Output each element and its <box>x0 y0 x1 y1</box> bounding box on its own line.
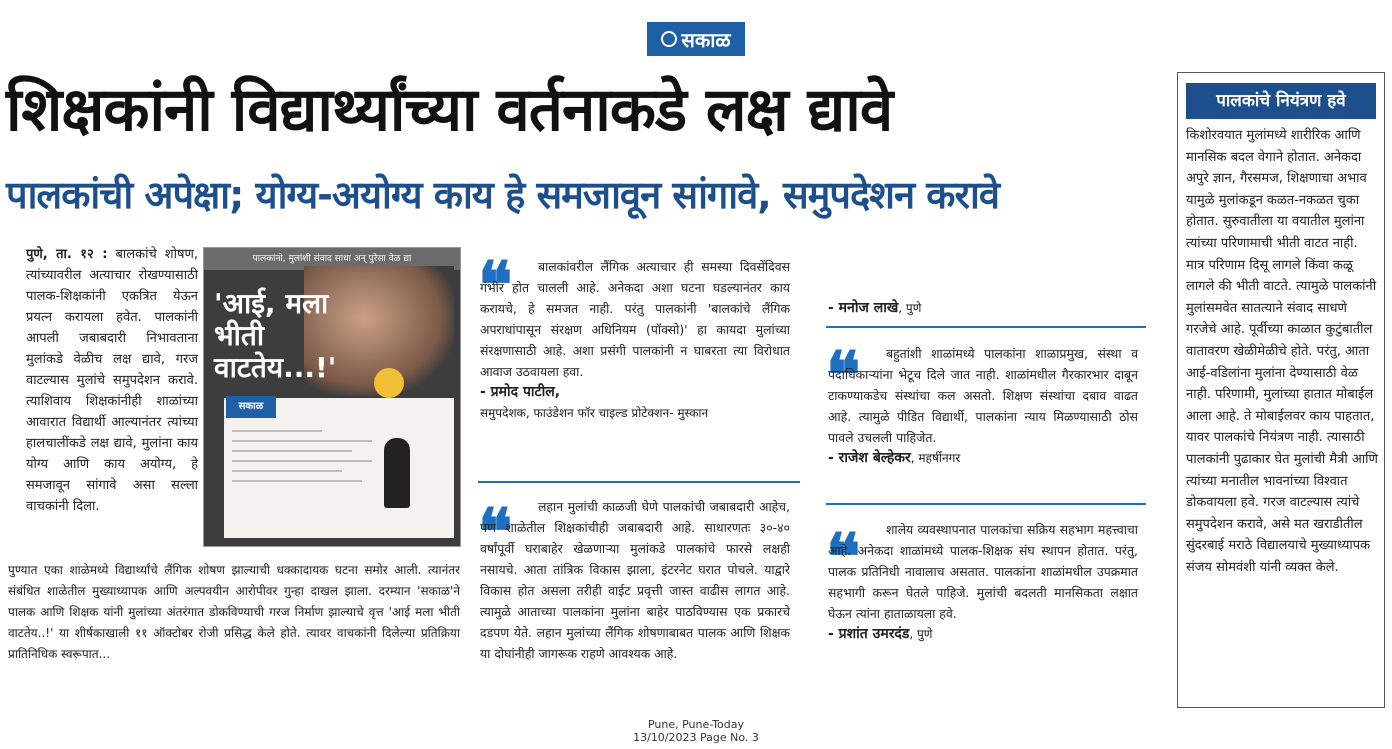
quote-2-text: लहान मुलांची काळजी घेणे पालकांची जबाबदारी आहेच, पण शाळेतील शिक्षकांचीही जबाबदारी आहे. साधारणतः ३०-४० वर्षांपूर्वी घराबाहेर खेळणाऱ्या मुलांकडे पालकांचे फारसे लक्षही नसायचे. आता तांत्रिक विकास झाला, इंटरनेट घरात पोचले. याद्वारे विकास होत असला तरीही वाईट प्रवृत्ती जास्त वाढीस लागत आहे. त्यामुळे आताच्या पालकांना मुलांना बाहेर पाठविण्यास एक प्रकारचे दडपण येते. लहान मुलांच्या लैंगिक शोषणाबाबत पालक आणि शिक्षक या दोघांनीही जागरूक राहणे आवश्यक आहे. <box>480 499 790 661</box>
quote-icon: ❝ <box>478 495 513 570</box>
poster-image <box>204 248 460 546</box>
quote-3-text: बहुतांशी शाळांमध्ये पालकांना शाळाप्रमुख, संस्था व पदाधिकाऱ्यांना भेटूच दिले जात नाही. शाळांमधील गैरकारभार दाबून टाकण्याकडेच संस्थांचा कल असतो. शिक्षण संस्थांचा दबाव वाढत आहे. त्यामुळे पीडित विद्यार्थी, पालकांना न्याय मिळण्यासाठी ठोस पावले उचलली पाहिजेत. <box>828 346 1138 445</box>
footer-edition: Pune, Pune-Today <box>647 718 745 731</box>
quote-3 <box>826 338 1138 469</box>
quote-2-continued <box>828 256 1138 319</box>
quote-1-role: समुपदेशक, फाउंडेशन फॉर चाइल्ड प्रोटेक्शन- मुस्कान <box>480 406 709 420</box>
quote-4-author <box>828 624 1138 645</box>
quote-3-author <box>828 448 1138 469</box>
divider <box>826 503 1146 505</box>
sidebar-box <box>1177 72 1385 708</box>
poster-paper-brand: सकाळ <box>226 396 276 418</box>
poster-line <box>232 440 372 442</box>
quote-2 <box>480 496 790 686</box>
quote-4 <box>828 519 1138 645</box>
quote-icon: ❝ <box>826 520 861 595</box>
poster-paper <box>224 398 454 538</box>
lead-continuation <box>8 560 460 665</box>
poster-line <box>232 470 342 472</box>
divider <box>478 481 800 483</box>
author-name: - प्रशांत उमरदंड <box>828 626 910 642</box>
poster-line <box>232 450 352 452</box>
author-place: , पुणे <box>898 301 922 315</box>
divider <box>826 326 1146 328</box>
poster-title: 'आई, मला भीती वाटतेय...!' <box>214 287 337 384</box>
author-place: , पुणे <box>909 627 933 641</box>
poster-line <box>232 460 372 462</box>
headline: शिक्षकांनी विद्यार्थ्यांच्या वर्तनाकडे लक्ष द्यावे <box>6 75 893 145</box>
poster-band: पालकांनो, मुलांशी संवाद साधा अन् पुरेसा वेळ द्या <box>204 248 460 270</box>
sakal-logo <box>647 22 745 56</box>
poster-badge <box>374 368 404 398</box>
sidebar-title: पालकांचे नियंत्रण हवे <box>1186 83 1376 119</box>
quote-icon: ❝ <box>478 248 513 323</box>
author-name: - राजेश बेल्हेकर <box>828 450 911 466</box>
poster-line <box>232 430 322 432</box>
quote-icon: ❝ <box>826 338 861 413</box>
quote-2-author <box>828 298 1138 319</box>
author-name: - मनोज लाखे <box>828 300 899 316</box>
quote-1-author: - प्रमोद पाटील, <box>480 384 561 400</box>
child-silhouette <box>384 438 410 508</box>
logo-emblem-icon <box>661 31 677 47</box>
subheadline: पालकांची अपेक्षा; योग्य-अयोग्य काय हे समजावून सांगावे, समुपदेशन करावे <box>6 173 999 217</box>
poster-line <box>232 480 362 482</box>
quote-1 <box>478 248 790 424</box>
author-place: , महर्षीनगर <box>910 451 961 465</box>
quote-1-text: बालकांवरील लैंगिक अत्याचार ही समस्या दिवसेंदिवस गंभीर होत चालली आहे. अनेकदा अशा घटना घडल्यानंतर काय करायचे, हे समजत नाही. परंतु पालकांनी 'बालकांचे लैंगिक अपराधांपासून संरक्षण अधिनियम (पॉक्सो)' हा कायदा मुलांच्या संरक्षणासाठी आहे. अशा प्रसंगी पालकांनी न घाबरता त्या विरोधात आवाज उठवायला हवा. <box>480 259 790 379</box>
lead-article <box>26 244 198 517</box>
page-footer <box>600 718 792 744</box>
footer-date-page: 13/10/2023 Page No. 3 <box>633 731 759 744</box>
quote-4-text: शालेय व्यवस्थापनात पालकांचा सक्रिय सहभाग महत्त्वाचा आहे. अनेकदा शाळांमध्ये पालक-शिक्षक संघ स्थापन होतात. परंतु, पालक प्रतिनिधी नावालाच असतात. पालकांना शाळांमधील उपक्रमात सहभागी करून घेतले पाहिजे. मुलांची बदलती मानसिकता लक्षात घेऊन त्यांना हाताळायला हवे. <box>828 522 1138 621</box>
logo-text: सकाळ <box>681 27 731 52</box>
lead-paragraph-2: पुण्यात एका शाळेमध्ये विद्यार्थ्यांचे लैंगिक शोषण झाल्याची धक्कादायक घटना समोर आली. त्यानंतर संबंधित शाळेतील मुख्याध्यापक आणि अल्पवयीन आरोपीवर गुन्हा दाखल झाला. दरम्यान 'सकाळ'ने पालक आणि शिक्षक यांनी मुलांच्या अंतरंगात डोकविण्याची गरज निर्माण झाल्याचे वृत्त 'आई मला भीती वाटतेय..!' या शीर्षकाखाली ११ ऑक्टोबर रोजी प्रसिद्ध केले होते. त्यावर वाचकांनी दिलेल्या प्रतिक्रिया प्रातिनिधिक स्वरूपात... <box>8 563 460 661</box>
sidebar-text: किशोरवयात मुलांमध्ये शारीरिक आणि मानसिक बदल वेगाने होतात. अनेकदा अपुरे ज्ञान, गैरसमज, शिक्षणाचा अभाव यामुळे मुलांकडून कळत-नकळत चुका होतात. सुरुवातीला या वयातील मुलांना त्यांच्या परिणामाची भीती वाटत नाही. मात्र परिणाम दिसू लागले किंवा कळू लागले की भीती वाटते. त्यामुळे पालकांनी मुलांसमवेत सातत्याने संवाद साधणे गरजेचे आहे. पूर्वीच्या काळात कुटुंबातील वातावरण खेळीमेळीचे होते. परंतु, आता आई-वडिलांना मुलांना देण्यासाठी वेळ नाही. परिणामी, मुलांच्या हातात मोबाईल आला आहे. ते मोबाईलवर काय पाहतात, यावर पालकांचे नियंत्रण नाही. त्यासाठी पालकांनी पुढाकार घेत मुलांची मैत्री आणि त्यांच्या मनातील भावनांच्या विश्वात डोकवायला हवे. गरज वाटल्यास त्यांचे समुपदेशन करावे, असे मत खराडीतील सुंदरबाई मराठे विद्यालयाचे मुख्याध्यापक संजय सोमवंशी यांनी व्यक्त केले. <box>1186 128 1378 575</box>
lead-paragraph-1: बालकांचे शोषण, त्यांच्यावरील अत्याचार रोखण्यासाठी पालक-शिक्षकांनी एकत्रित येऊन प्रयत्न करायला हवेत. पालकांनी आपली जबाबदारी निभावताना मुलांकडे वेळीच लक्ष द्यावे, गरज वाटल्यास मुलांचे समुपदेशन करावे. त्याशिवाय शिक्षकांनीही शाळांच्या आवारात विद्यार्थी आल्यानंतर त्यांच्या हालचालींकडे लक्ष द्यावे, मुलांना काय योग्य आणि काय अयोग्य, हे समजावून सांगावे असा सल्ला वाचकांनी दिला. <box>26 247 198 514</box>
dateline: पुणे, ता. १२ : <box>26 247 108 262</box>
